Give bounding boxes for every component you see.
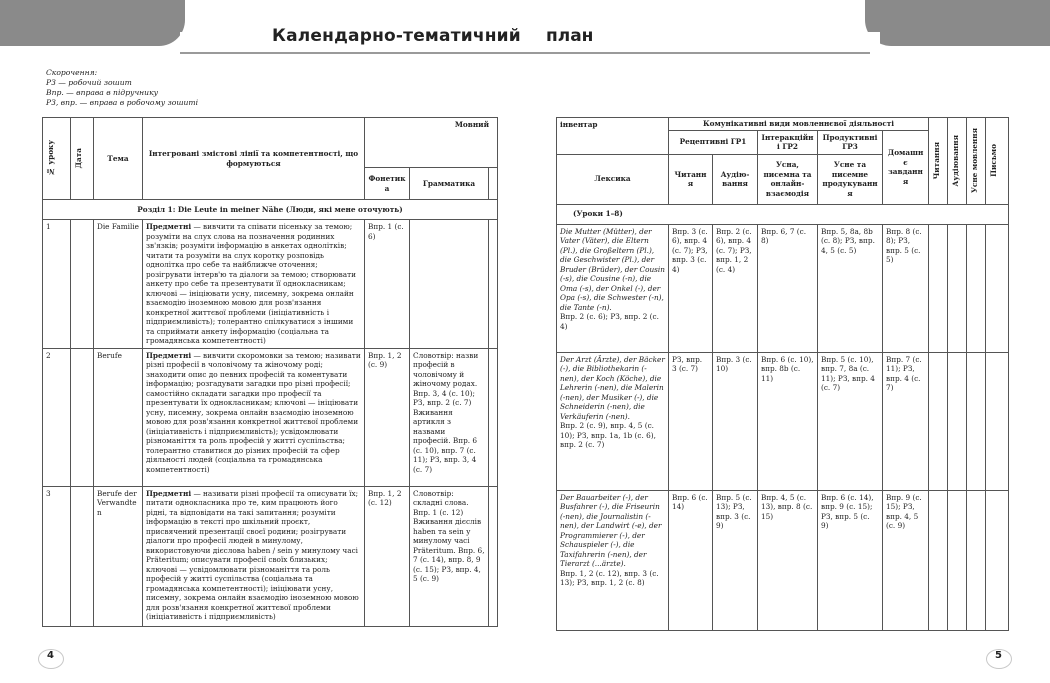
- lesson-extra: [489, 220, 498, 349]
- lesson-competence: [143, 486, 365, 626]
- title-rule: [180, 52, 870, 54]
- col-header-reading: Читання: [669, 154, 713, 204]
- lesson-interaction: Впр. 4, 5 (с. 13), впр. 8 (с. 15): [758, 490, 818, 630]
- lesson-production: Впр. 5, 8а, 8b (с. 8); РЗ, впр. 4, 5 (с. 5): [818, 224, 883, 352]
- check-reading: [929, 224, 948, 352]
- lesson-competence: [143, 220, 365, 349]
- check-speaking: [967, 352, 986, 490]
- col-header-v-speaking: [967, 118, 986, 205]
- competence-text: — називати різні професії та описувати їх; питати однокласника про те, ким працюють його рідні, та відповідати на такі запитання; розуміти інформацію в тексті про шкільний проєкт, присвячений презентації своєї родини; розігрувати діалоги про професії людей в минулому, використовуючи дієслова haben / sein у минулому часі Präteritum; описувати професії своїх близьких; ключові — усвідомлювати різноманіття та роль професій у житті суспільства (соціальна та громадянська компетентності); ініціювати усну, писемну, зокрема онлайн взаємодію іноземною мовою для розв'язання конкретної життєвої проблеми (ініціативність і підприємливість): [146, 488, 359, 621]
- table-row: [557, 490, 1009, 630]
- col-header-language: Мовний: [365, 118, 498, 168]
- competence-lead: Предметні: [146, 488, 192, 498]
- competence-text: — вивчити скоромовки за темою; називати різні професії в чоловічому та жіночому роді; знаходити опис до певних професій та коментувати інформацію; розгадувати загадки про різні професії; самостійно складати загадки про професії та презентувати їх однокласникам; ключові — ініціювати усну, писемну, зокрема онлайн взаємодію іноземною мовою для розв'язання конкретної життєвої проблеми (ініціативність і підприємливість); усвідомлювати різноманіття та роль професій у житті суспільства; толерантно ставитися до різних професій та сфер діяльності людей (соціальна та громадянська компетентності): [146, 350, 361, 474]
- v-writing-text: Письмо: [989, 144, 999, 178]
- lesson-phonetics: Впр. 1, 2 (с. 9): [365, 348, 410, 486]
- lesson-listening: Впр. 2 (с. 6), впр. 4 (с. 7); РЗ, впр. 1, 2 (с. 4): [713, 224, 758, 352]
- check-listening: [948, 352, 967, 490]
- col-header-lesson-number: [43, 118, 71, 200]
- col-header-receptive: Рецептивні ГР1: [669, 130, 758, 154]
- lesson-topic: Berufe der Verwandten: [94, 486, 143, 626]
- col-header-v-listening: [948, 118, 967, 205]
- lexis-exercises: Впр. 2 (с. 6); РЗ, впр. 2 (с. 4): [560, 312, 659, 331]
- col-header-listening: Аудію-вання: [713, 154, 758, 204]
- right-page-table-wrap: [556, 117, 1009, 631]
- lesson-grammar: Словотвір: складні слова. Впр. 1 (с. 12) Вживання дієслів haben та sein у минулому часі Präteritum. Впр. 6, 7 (с. 14), впр. 8, 9 (с. 15); РЗ, впр. 4, 5 (с. 9): [410, 486, 489, 626]
- right-plan-table: [556, 117, 1009, 631]
- col-header-lesson-number-text: № уроку: [46, 140, 55, 177]
- competence-lead: Предметні: [146, 350, 192, 360]
- table-row: [43, 486, 498, 626]
- lesson-homework: Впр. 9 (с. 15); РЗ, впр. 4, 5 (с. 9): [883, 490, 929, 630]
- lesson-date: [71, 486, 94, 626]
- lexis-words: Die Mutter (Mütter), der Vater (Väter), die Eltern (Pl.), die Großeltern (Pl.), die Geschwister (Pl.), der Bruder (Brüder), der Cousin (-s), die Cousine (-n), die Oma (-s), der Onkel (-), der Opa (-s), die Schwester (-n), die Tante (-n).: [560, 226, 665, 312]
- page-title-right: план: [546, 26, 594, 46]
- col-header-grammar: Грамматика: [410, 168, 489, 200]
- col-header-inventory: інвентар: [557, 118, 669, 155]
- lesson-reading: Впр. 3 (с. 6), впр. 4 (с. 7); РЗ, впр. 3 (с. 4): [669, 224, 713, 352]
- lesson-competence: [143, 348, 365, 486]
- col-header-v-writing: [986, 118, 1009, 205]
- lesson-phonetics: Впр. 1, 2 (с. 12): [365, 486, 410, 626]
- competence-text: — вивчити та співати пісеньку за темою; розуміти на слух слова на позначення родинних зв'язків; розуміти інформацію в анкетах однолітків; читати та розуміти на слух коротку розповідь однолітка про себе та найближче оточення; розігрувати інтерв'ю та діалоги за темою; створювати анкету про себе та презентувати її однокласникам; ключові — ініціювати усну, писемну, зокрема онлайн взаємодію іноземною мовою для розв'язання конкретної життєвої проблеми (ініціативність і підприємливість); толерантно спілкуватися з іншими та сприймати анкету інформацію (соціальна та громадянська компетентності): [146, 222, 356, 345]
- header-tab-right: [865, 0, 1050, 46]
- abbreviation-line: РЗ — робочий зошит: [46, 78, 132, 87]
- col-header-production: Усне та писемне продукування: [818, 154, 883, 204]
- lesson-interaction: Впр. 6, 7 (с. 8): [758, 224, 818, 352]
- lexis-exercises: Впр. 1, 2 (с. 12), впр. 3 (с. 13); РЗ, впр. 1, 2 (с. 8): [560, 568, 659, 587]
- lesson-extra: [489, 486, 498, 626]
- lesson-production: Впр. 6 (с. 14), впр. 9 (с. 15); РЗ, впр. 5 (с. 9): [818, 490, 883, 630]
- lesson-extra: [489, 348, 498, 486]
- lesson-interaction: Впр. 6 (с. 10), впр. 8b (с. 11): [758, 352, 818, 490]
- col-header-interaction: Усна, писемна та онлайн-взаємодія: [758, 154, 818, 204]
- col-header-competence: Інтегровані змістові лінії та компетентності, що формуються: [143, 118, 365, 200]
- lesson-homework: Впр. 7 (с. 11); РЗ, впр. 4 (с. 7): [883, 352, 929, 490]
- left-plan-table: [42, 117, 498, 627]
- col-header-productive: Продуктивні ГР3: [818, 130, 883, 154]
- lesson-lexis: [557, 490, 669, 630]
- left-page-table-wrap: [42, 117, 498, 627]
- v-listening-text: Аудіювання: [951, 134, 961, 187]
- col-header-phonetics: Фонетика: [365, 168, 410, 200]
- check-writing: [986, 224, 1009, 352]
- table-row: [557, 224, 1009, 352]
- col-header-topic: Тема: [94, 118, 143, 200]
- lesson-number: 3: [43, 486, 71, 626]
- check-speaking: [967, 490, 986, 630]
- lexis-words: Der Bauarbeiter (-), der Busfahrer (-), die Friseurin (-nen), die Journalistin (-nen), der Landwirt (-e), der Programmierer (-), der Schauspieler (-), die Taxifahrerin (-nen), der Tierarzt (...ärzte).: [560, 492, 662, 568]
- lesson-topic: Die Familie: [94, 220, 143, 349]
- lesson-listening: Впр. 3 (с. 10): [713, 352, 758, 490]
- lesson-reading: РЗ, впр. 3 (с. 7): [669, 352, 713, 490]
- header-tab-left: [0, 0, 185, 46]
- table-row: [557, 352, 1009, 490]
- abbreviation-line: РЗ, впр. — вправа в робочому зошиті: [46, 98, 199, 107]
- lexis-words: Der Arzt (Ärzte), der Bäcker (-), die Bibliothekarin (-nen), der Koch (Köche), die Lehrerin (-nen), die Malerin (-nen), der Musiker (-), die Schneiderin (-nen), die Verkäuferin (-nen).: [560, 354, 665, 421]
- lesson-phonetics: Впр. 1 (с. 6): [365, 220, 410, 349]
- page-number-left: 4: [47, 650, 54, 661]
- abbreviation-line: Впр. — вправа в підручнику: [46, 88, 159, 97]
- competence-lead: Предметні: [146, 222, 192, 231]
- col-header-lexis: Лексика: [557, 154, 669, 204]
- page-title-left: Календарно-тематичний: [272, 26, 521, 46]
- lesson-date: [71, 348, 94, 486]
- v-reading-text: Читання: [932, 142, 942, 180]
- col-header-homework: Домашнє завдання: [883, 130, 929, 204]
- check-writing: [986, 352, 1009, 490]
- lesson-lexis: [557, 224, 669, 352]
- page-number-right: 5: [995, 650, 1002, 661]
- v-speaking-text: Усне мовлення: [970, 128, 980, 194]
- check-writing: [986, 490, 1009, 630]
- lesson-production: Впр. 5 (с. 10), впр. 7, 8а (с. 11); РЗ, впр. 4 (с. 7): [818, 352, 883, 490]
- lesson-listening: Впр. 5 (с. 13); РЗ, впр. 3 (с. 9): [713, 490, 758, 630]
- lesson-grammar: Словотвір: назви професій в чоловічому й жіночому родах. Впр. 3, 4 (с. 10); РЗ, впр. 2 (с. 7) Вживання артикля з назвами професій. Впр. 6 (с. 10), впр. 7 (с. 11); РЗ, впр. 3, 4 (с. 7): [410, 348, 489, 486]
- lesson-lexis: [557, 352, 669, 490]
- check-speaking: [967, 224, 986, 352]
- col-header-communicative: Комунікативні види мовленнєвої діяльності: [669, 118, 929, 131]
- abbreviations-heading: Скорочення:: [46, 68, 98, 77]
- col-header-v-reading: [929, 118, 948, 205]
- table-row: [43, 220, 498, 349]
- check-listening: [948, 490, 967, 630]
- lesson-number: 2: [43, 348, 71, 486]
- col-header-date: [71, 118, 94, 200]
- check-reading: [929, 490, 948, 630]
- lesson-number: 1: [43, 220, 71, 349]
- col-header-empty: [489, 168, 498, 200]
- col-header-date-text: Дата: [74, 148, 83, 169]
- abbreviations-note: [46, 68, 198, 108]
- section-title-right: (Уроки 1–8): [557, 204, 1009, 224]
- lesson-reading: Впр. 6 (с. 14): [669, 490, 713, 630]
- check-listening: [948, 224, 967, 352]
- lesson-grammar: [410, 220, 489, 349]
- check-reading: [929, 352, 948, 490]
- table-row: [43, 348, 498, 486]
- lesson-date: [71, 220, 94, 349]
- lesson-topic: Berufe: [94, 348, 143, 486]
- col-header-interactive: Інтеракційні ГР2: [758, 130, 818, 154]
- lexis-exercises: Впр. 2 (с. 9), впр. 4, 5 (с. 10); РЗ, впр. 1а, 1b (с. 6), впр. 2 (с. 7): [560, 421, 656, 449]
- section-title-left: Розділ 1: Die Leute in meiner Nähe (Люди, які мене оточують): [43, 200, 498, 220]
- lesson-homework: Впр. 8 (с. 8); РЗ, впр. 5 (с. 5): [883, 224, 929, 352]
